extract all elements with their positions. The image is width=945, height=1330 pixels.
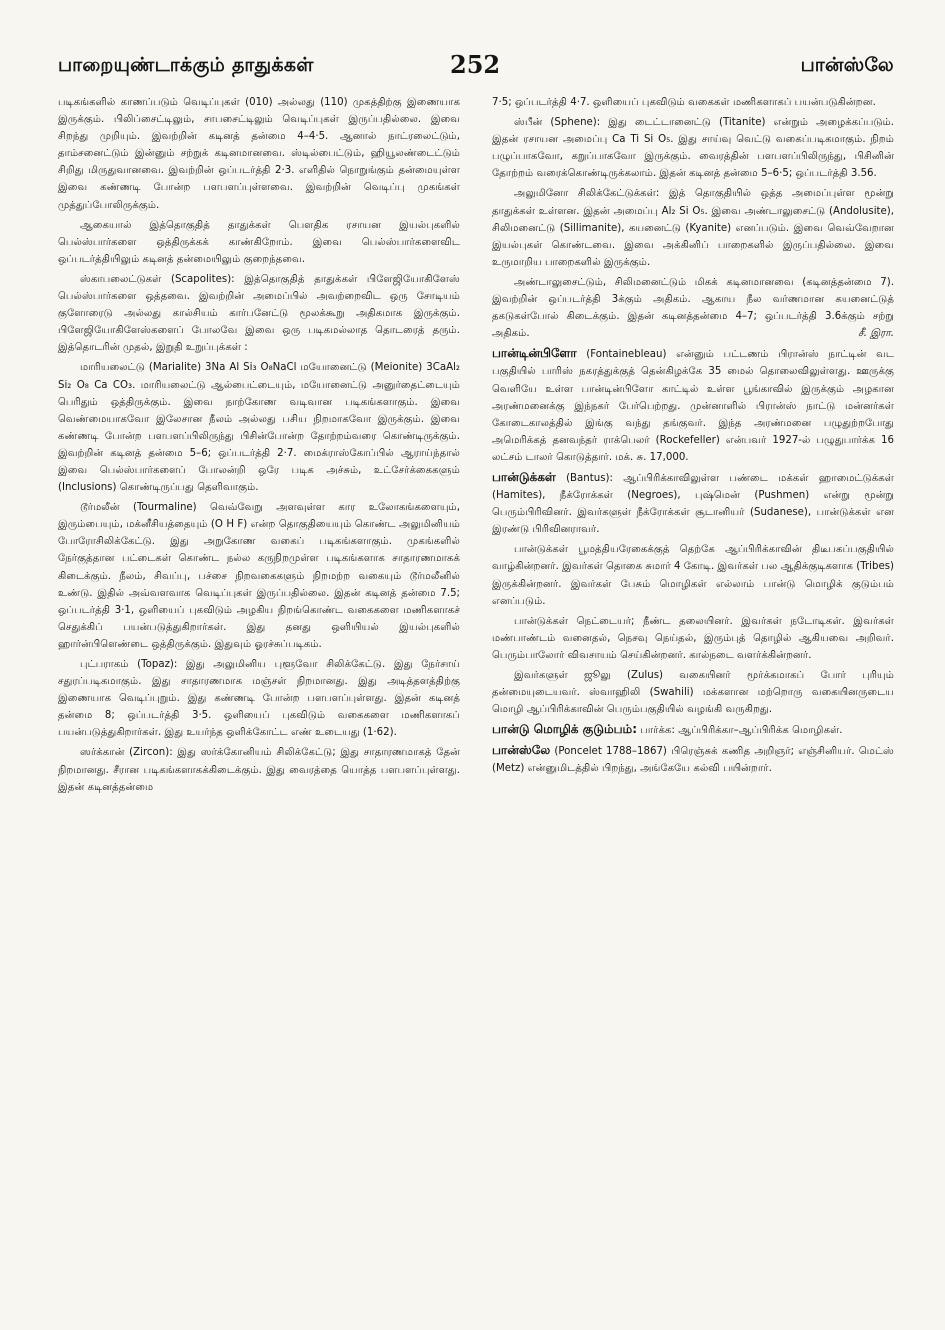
entry-headword: பான்டின்பிளோ [492,346,577,361]
entry-headword: பான்டு மொழிக் குடும்பம்: [492,722,638,737]
paragraph-text: டூர்மலீன் (Tourmaline) வெவ்வேறு அளவுள்ள கார உலோகங்களையும், இரும்பையும், மக்னீசியத்தையும் (O H F) என்ற தொகுதியையும் கொண்ட அலுமினியம் போரோசிலிக்கேட்டு. இது அறுகோண வகைப் படிகங்களாகும். முகங்களில் நேர்குத்தான பட்டைகள் கொண்ட நல்ல கருநிறமுள்ள படிகங்களாக சாதாரணமாகக் கிடைக்கும். நீலம், சிவப்பு, பச்சை நிறவகைகளும் நிறமற்ற வகையும் டூர்மலீனில் உண்டு. இதில் அவ்வளவாக வெடிப்புகள் இருப்பதில்லை. இதன் கடினத் தன்மை 7.5; ஒப்படர்த்தி 3·1, ஒளியைப் புகவிடும் அழகிய நிறங்கொண்ட வகைகளை மணிகளாகச் செதுக்கிப் பயன்படுத்துகிறார்கள். இது தனது ஒளியியல் இயல்புகளில் ஹார்ன்பிளெண்டை ஒத்திருக்கும். இதுவும் ஓரச்சுப்படிகம். [58,502,460,650]
paragraph-text: இவர்களுள் ஜூலு (Zulus) வகையினர் மூர்க்கமாகப் போர் புரியும் தன்மையுடையவர். ஸ்வாஹிலி (Swahili) மக்களான மற்றொரு வகையினருடைய மொழி ஆப்பிரிக்காவின் பெரும்பகுதியில் வழங்கி வருகிறது. [492,670,894,716]
page-header [58,48,894,84]
encyclopedia-entry [492,742,894,777]
paragraph-text: ஆகையால் இத்தொகுதித் தாதுக்கள் பௌதிக ரசாயன இயல்புகளில் பெல்ஸ்பார்களை ஒத்திருக்கக் காண்கிறோம். இவை பெல்ஸ்பார்களைவிட ஒப்படர்த்தியிலும் கடினத் தன்மையிலும் குறைந்தவை. [58,219,460,265]
paragraph-text: மாரியலைட்டு (Marialite) 3Na Al Si₃ O₈NaCl மயோனைட்டு (Meionite) 3CaAl₂ Si₂ O₈ Ca CO₃. மாரியலைட்டு ஆல்பைட்டையும், மயோனைட்டு அனுர்தைட்டையும் பெரிதும் ஒத்திருக்கும். இவை நாற்கோண வடிவான படிகங்களாகும். இவை வெண்மையாகவோ இலேசான நீலம் அல்லது பசிய நிறமாகவோ இருக்கும். இவை கண்ணடி போன்ற பளபளப்பிலிருந்து பிசின்போன்ற தோற்றம்வரை கொண்டிருக்கும். இவற்றின் கடினத் தன்மை 5–6; ஒப்படர்த்தி 2·7. மைக்ராஸ்கோப்பில் ஆராய்ந்தால் இவை பெல்ஸ்பார்களைப் போலன்றி ஒரே படிக அச்சும், உட்சேர்க்கைகளும் (Inclusions) கொண்டிருப்பது தெளிவாகும். [58,362,460,494]
encyclopedia-entry [492,721,894,739]
paragraph-text: ஸர்க்கான் (Zircon): இது ஸர்க்கோனியம் சிலிக்கேட்டு; இது சாதாரணமாகத் தேன் நிறமானது. சீரான படிகங்களாகக்கிடைக்கும். இது வைரத்தை யொத்த பளபளப்புள்ளது. இதன் கடினத்தன்மை [58,747,460,793]
paragraph-text: ஸ்பீன் (Sphene): இது டைட்டானைட்டு (Titanite) என்றும் அழைக்கப்படும். இதன் ரசாயன அமைப்பு Ca Ti Si O₅. இது சாய்வு வெட்டு வகைப்படிகமாகும். நிறம் பழுப்பாகவோ, கறுப்பாகவோ இருக்கும். வைரத்தின் பளபளப்பிலிருந்து, பிசினின் தோற்றம் வரைக்கொண்டிருக்கலாம். இதன் கடினத் தன்மை 5–6·5; ஒப்படர்த்தி 3.56. [492,117,894,180]
paragraph [58,217,460,268]
page-number: 252 [450,50,501,79]
author-signature: சீ. இரா. [858,328,894,340]
paragraph [492,114,894,182]
entry-headword: பான்ஸ்லே [492,743,551,758]
running-head-right: பான்ஸ்லே [800,53,894,76]
paragraph [492,185,894,270]
paragraph-text: பான்டுக்கள் பூமத்தியரேகைக்குத் தெற்கே ஆப்பிரிக்காவின் திடீபகப்பகுதியில் வாழ்கின்றனர். இவர்கள் தொகை சுமார் 4 கோடி. இவர்கள் பல ஆதிக்குடிகளாக (Tribes) இருக்கின்றனர். இவர்கள் பேசும் மொழிகள் எல்லாம் பான்டு மொழிக் குடும்பம் எனப்படும். [492,544,894,607]
paragraph-text: படிகங்களில் காணப்படும் வெடிப்புகள் (010) அல்லது (110) முகத்திற்கு இணையாக இருக்கும். பிலிப்சைட்டிலும், சாபசைட்டிலும் வெடிப்புகள் இருப்பதில்லை. இவை சிறந்து முறியும். இவற்றின் கடினத் தன்மை 4–4·5. ஆனால் நாட்ரலைட்டும், தாம்சனைட்டும் இன்னும் சற்றுக் கடினமானவை. ஸ்டில்பைட்டும், ஹியூலண்டைட்டும் சிறிது மிருதுவானவை. இவற்றின் ஒப்படர்த்தி 2·3. எளிதில் நொறுங்கும் தன்மையுள்ள இவை கண்ணடி போன்ற பளபளப்புள்ளவை. இவற்றின் வெடிப்பு முகங்கள் முத்துப்போலிருக்கும். [58,97,460,211]
text-columns [58,94,894,1294]
paragraph-text: பான்டுக்கள் நெட்டையர்; நீண்ட தலையினர். இவர்கள் நடோடிகள். இவர்கள் மண்பாண்டம் வனைதல், நெசவு நெய்தல், இரும்புத் தொழில் ஆகியவை அறிவர். பெரும்பாலோர் விவசாயம் செய்கின்றனர். கால்நடை வளர்க்கின்றனர். [492,615,894,661]
paragraph [58,656,460,741]
paragraph [58,271,460,356]
paragraph-text: அலுமினோ சிலிக்கேட்டுக்கள்: இத் தொகுதியில் ஒத்த அமைப்புள்ள மூன்று தாதுக்கள் உள்ளன. இதன் அமைப்பு Al₂ Si O₅. இவை அண்டாலுசைட்டு (Andolusite), சிலிமனைட்டு (Sillimanite), கயனைட்டு (Kyanite) எனப்படும். இவை வெவ்வேறான இயல்புகள் கொண்டவை. இவை அக்கினிப் பாறைகளில் இருப்பதில்லை. இவை உருமாறிய பாறைகளில் இருக்கும். [492,188,894,268]
page [58,48,894,1298]
paragraph [58,94,460,214]
entry-headword: பான்டுக்கள் [492,469,556,484]
paragraph [492,274,894,342]
paragraph-text: ஸ்காபலைட்டுகள் (Scapolites): இத்தொகுதித் தாதுக்கள் பிளேஜியோகிளேஸ் பெல்ஸ்பார்களை ஒத்தவை. இவற்றின் அமைப்பில் அவற்றைவிட ஒரு சோடியம் குளோரைடு அல்லது கால்சியம் கார்பனேட்டு மூலக்கூறு அதிகமாக இருக்கும். பிளேஜியோகிளேஸ்களைப் போலவே இவை ஒரு படிகமல்லாத தொடரைத் தரும். இத்தொடரின் முதல், இறுதி உறுப்புக்கள் : [58,273,460,354]
encyclopedia-entry [492,469,894,538]
paragraph [492,667,894,718]
paragraph [492,94,894,111]
paragraph-text: (Fontainebleau) என்னும் பட்டணம் பிரான்ஸ் நாட்டின் வட பகுதியில் பாரிஸ் நகரத்துக்குத் தென்கிழக்கே 35 மைல் தொலைவிலுள்ளது. ஊருக்கு வெளியே உள்ள பான்டின்பிளோ காட்டில் உள்ள பூங்காவில் இருக்கும் அழகான அரண்மனைக்கு இந்நகர் பேர்பெற்றது. முன்னாளில் பிரான்ஸ் நாட்டு மன்னர்கள் கோடைகாலத்தில் இங்கு வந்து தங்குவர். இந்த அரண்மனை பழுதுற்றபோது அமெரிக்கத் தனவந்தர் ராக்பெலர் (Rockefeller) என்பவர் 1927-ல் பழுதுபார்க்க 16 லட்சம் டாலர் கொடுத்தார். மக். சு. 17,000. [492,349,894,463]
right-column [492,94,894,1294]
encyclopedia-entry [492,345,894,466]
paragraph [58,359,460,496]
paragraph-text: (Bantus): ஆப்பிரிக்காவிலுள்ள பண்டை மக்கள் ஹாமைட்டுக்கள் (Hamites), நீக்ரோக்கள் (Negroes), புஷ்மென் (Pushmen) என்று மூன்று பெரும்பிரிவினர். இவர்களுள் நீக்ரோக்கள் சூடானியர் (Sudanese), பான்டுக்கள் என இரண்டு பிரிவினராவர். [492,472,894,536]
paragraph-text: புட்பராகம் (Topaz): இது அலுமினிய புளூவோ சிலிக்கேட்டு. இது நேர்சாய் சதுரப்படிகமாகும். இது சாதாரணமாக மஞ்சள் நிறமானது. இது அடித்தளத்திற்கு இணையாக வெடிப்புறும். இது கண்ணடி போன்ற பளபளப்புள்ளது. இதன் கடினத் தன்மை 8; ஒப்படர்த்தி 3·5. ஒளியைப் புகவிடும் வகைகளை மணிகளாகப் பயன்படுத்துகிறார்கள். இது உயர்ந்த ஒளிக்கோட்ட எண் உடையது (1·62). [58,659,460,739]
paragraph [58,744,460,795]
left-column [58,94,460,1294]
paragraph-text: (Poncelet 1788–1867) பிரெஞ்சுக் கணித அறிஞர்; எஞ்சினியர். மெட்ஸ் (Metz) என்னுமிடத்தில் பிறந்து, அங்கேயே கல்வி பயின்றார். [492,746,894,775]
paragraph-text: அண்டாலுசைட்டும், சிலிமனைட்டும் மிகக் கடினமானவை (கடினத்தன்மை 7). இவற்றின் ஒப்படர்த்தி 3க்கும் அதிகம். ஆகாய நீல வர்ணமான கயனைட்டுத் தகடுகள்போல் கிடைக்கும். இதன் கடினத்தன்மை 4–7; ஒப்படர்த்தி 3.6க்கும் சற்று அதிகம். [492,276,894,340]
paragraph [492,541,894,609]
paragraph [58,499,460,653]
paragraph-text: பார்க்க: ஆப்பிரிக்கா–ஆப்பிரிக்க மொழிகள். [640,725,843,737]
running-head-left: பாறையுண்டாக்கும் தாதுக்கள் [58,53,314,76]
paragraph [492,613,894,664]
paragraph-text: 7·5; ஒப்படர்த்தி 4·7. ஒளியைப் புகவிடும் வகைகள் மணிகளாகப் பயன்படுகின்றன. [492,97,876,108]
